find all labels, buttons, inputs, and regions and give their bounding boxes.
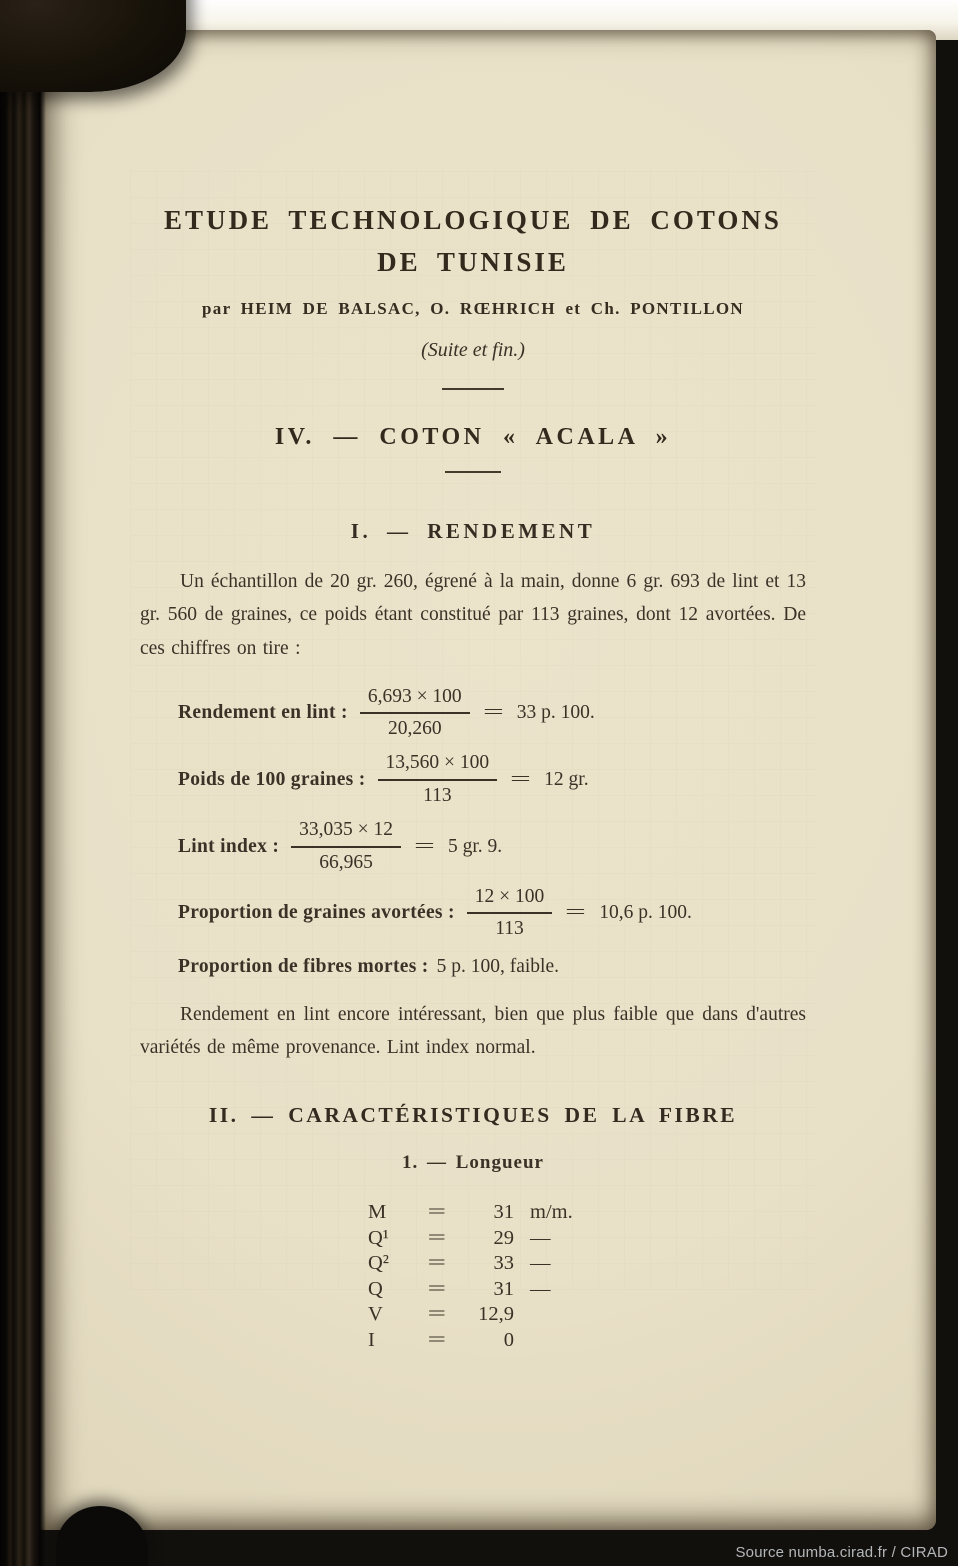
fraction-denominator: 66,965 [319, 851, 373, 873]
formula-block [140, 685, 806, 978]
fraction-denominator: 113 [495, 918, 524, 940]
symbol: Q² [368, 1252, 389, 1274]
subsection-heading-longueur: 1. — Longueur [402, 1151, 544, 1173]
subtitle-suite-et-fin: (Suite et fin.) [421, 338, 525, 361]
paragraph-conclusion: Rendement en lint encore intéressant, bien que plus faible que dans d'autres variétés de même provenance. Lint index normal. [140, 1003, 806, 1059]
symbol: Q [368, 1277, 383, 1300]
fraction-numerator: 13,560 × 100 [378, 751, 498, 780]
section-heading-coton-acala: IV. — COTON « ACALA » [274, 423, 672, 450]
document-header [140, 200, 806, 390]
equals-sign: = [510, 768, 532, 791]
value: 31 [493, 1277, 514, 1300]
source-attribution: Source numba.cirad.fr / CIRAD [735, 1544, 948, 1561]
paragraph-intro: Un échantillon de 20 gr. 260, égrené à la main, donne 6 gr. 693 de lint et 13 gr. 560 de graines, ce poids étant constitué par 113 graines, dont 12 avortées. De ces chiffres on tire : [140, 570, 806, 659]
fraction-numerator: 33,035 × 12 [291, 818, 401, 847]
formula-label: Rendement en lint : [178, 702, 348, 724]
byline: par HEIM DE BALSAC, O. RŒHRICH et Ch. PONTILLON [202, 298, 744, 318]
formula-result: 33 p. 100. [516, 702, 595, 724]
longueur-row-v [368, 1302, 806, 1328]
value: 31 [493, 1201, 514, 1223]
equals-sign: = [482, 701, 504, 724]
value: 33 [493, 1252, 514, 1274]
formula-label: Proportion de fibres mortes : [178, 955, 429, 977]
book-spine [0, 0, 46, 1566]
unit: — [530, 1277, 551, 1300]
formula-label: Lint index : [178, 835, 280, 857]
unit: — [530, 1226, 551, 1249]
fraction [467, 885, 553, 942]
equals-sign: = [414, 835, 435, 858]
equals-sign: = [427, 1252, 447, 1274]
longueur-row-q [368, 1276, 806, 1302]
value: 12,9 [478, 1303, 514, 1325]
symbol: V [368, 1303, 383, 1325]
section-heading-rendement: I. — RENDEMENT [350, 518, 596, 543]
equals-sign: = [427, 1328, 447, 1351]
divider [442, 388, 504, 390]
longueur-row-q2 [368, 1251, 806, 1277]
equals-sign: = [427, 1303, 447, 1325]
equals-sign: = [427, 1226, 447, 1249]
value: 29 [493, 1226, 514, 1249]
formula-label: Proportion de graines avortées : [178, 902, 455, 924]
formula-result: 5 p. 100, faible. [436, 955, 559, 977]
symbol: M [368, 1201, 387, 1223]
fraction-numerator: 12 × 100 [467, 885, 553, 914]
unit: — [530, 1252, 551, 1274]
fraction-denominator: 113 [423, 784, 452, 806]
divider [445, 471, 501, 473]
section-heading-caracteristiques: II. — CARACTÉRISTIQUES DE LA FIBRE [208, 1102, 738, 1127]
equals-sign: = [427, 1201, 447, 1223]
page-title [140, 200, 806, 284]
page-content [140, 200, 806, 1353]
unit: m/m. [530, 1201, 573, 1223]
formula-graines-avortees [178, 885, 806, 942]
equals-sign: = [427, 1277, 447, 1300]
line-fibres-mortes [178, 956, 806, 978]
formula-result: 12 gr. [544, 768, 589, 790]
fraction-denominator: 20,260 [387, 718, 442, 740]
longueur-values-table [368, 1200, 806, 1353]
equals-sign: = [565, 901, 587, 924]
longueur-row-i [368, 1327, 806, 1353]
symbol: Q¹ [368, 1226, 389, 1249]
value: 0 [503, 1328, 514, 1351]
formula-result: 5 gr. 9. [448, 835, 503, 857]
formula-lint-index [178, 818, 806, 875]
fraction [360, 685, 470, 742]
formula-poids-100-graines [178, 751, 806, 808]
book-page [40, 30, 936, 1530]
symbol: I [368, 1328, 375, 1351]
fraction-numerator: 6,693 × 100 [360, 685, 470, 714]
page-title-line2: DE TUNISIE [377, 246, 569, 277]
formula-result: 10,6 p. 100. [599, 902, 692, 924]
page-title-line1: ETUDE TECHNOLOGIQUE DE COTONS [164, 205, 782, 235]
formula-label: Poids de 100 graines : [178, 768, 366, 790]
fraction [291, 818, 401, 875]
fraction [378, 751, 498, 808]
longueur-row-q1 [368, 1225, 806, 1251]
formula-rendement-en-lint [178, 685, 806, 742]
longueur-row-m [368, 1200, 806, 1226]
